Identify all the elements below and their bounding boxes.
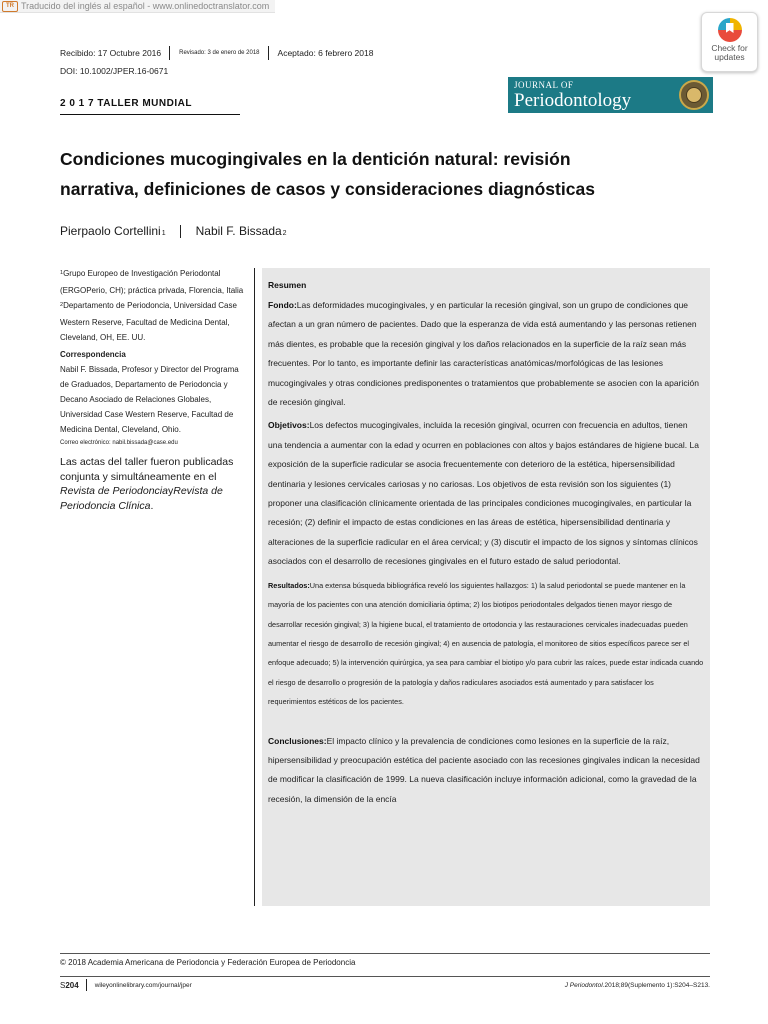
affiliation-number: 2	[60, 302, 64, 308]
abstract-section-objectives	[268, 416, 704, 571]
check-updates-line2: updates	[714, 52, 745, 62]
correspondence-heading: Correspondencia	[60, 350, 126, 359]
correspondence-email[interactable]: Correo electrónico: nabil.bissada@case.edu	[60, 440, 178, 446]
affiliation	[60, 298, 244, 345]
author-name[interactable]: Nabil F. Bissada	[195, 224, 282, 238]
page-footer	[60, 979, 710, 991]
doi[interactable]: DOI: 10.1002/JPER.16-0671	[60, 66, 169, 76]
copyright-notice: © 2018 Academia Americana de Periodoncia y Federación Europea de Periodoncia	[60, 958, 356, 967]
correspondence-text: Nabil F. Bissada, Profesor y Director del Programa de Graduados, Departamento de Periodoncia y Decano Asociado de Relaciones Globales, Universidad Case Western Reserve, Facultad de Medicina Dental, Cleveland, Ohio.	[60, 365, 239, 434]
abstract-section-results	[268, 576, 704, 712]
journal-url[interactable]: wileyonlinelibrary.com/journal/jper	[94, 981, 192, 989]
column-divider	[254, 268, 255, 906]
author-name[interactable]: Pierpaolo Cortellini	[60, 224, 161, 238]
abstract-label: Fondo:	[268, 300, 297, 310]
meta-divider	[169, 46, 170, 60]
check-updates-line1: Check for	[711, 43, 748, 53]
revised-date: Revisado: 3 de enero de 2018	[179, 50, 260, 56]
abstract-label: Conclusiones:	[268, 735, 327, 746]
abstract-text: Una extensa búsqueda bibliográfica reveló los siguientes hallazgos: 1) la salud periodontal se puede mantener en la mayoría de los pacientes con una atención domiciliaria óptima; 2) los biotipos periodontales delgados tienen mayor riesgo de desarrollar recesión gingival; 3) la higiene bucal, el tratamiento de ortodoncia y las restauraciones cervicales inadecuadas pueden aumentar el riesgo de desarrollo de recesión gingival; 4) en ausencia de patología, el monitoreo de sitios específicos parece ser el enfoque adecuado; 5) la intervención quirúrgica, ya sea para cambiar el biotipo y/o para cubrir las raíces, puede estar indicada cuando el riesgo de desarrollo o progresión de la patología y daños radiculares asociados está aumentado y para satisfacer los requerimientos estéticos de los pacientes.	[268, 580, 704, 707]
article-dates	[60, 46, 381, 60]
abstract-label: Objetivos:	[268, 420, 310, 431]
accepted-date: Aceptado: 6 febrero 2018	[277, 48, 374, 58]
proceedings-end: .	[150, 499, 154, 512]
page-number: S204	[60, 980, 79, 990]
citation	[565, 982, 710, 989]
abstract-heading: Resumen	[268, 280, 307, 290]
citation-details: 2018;89(Suplemento 1):S204–S213.	[604, 981, 710, 989]
translator-logo-icon: TR	[2, 1, 18, 12]
proceedings-note	[60, 455, 244, 513]
check-for-updates-button[interactable]	[701, 12, 758, 72]
proceedings-text: Las actas del taller fueron publicadas conjunta y simultáneamente en el	[60, 456, 234, 483]
affiliation-number: 1	[60, 270, 64, 276]
aap-seal-icon	[679, 80, 709, 110]
translator-banner[interactable]	[0, 0, 275, 13]
affiliation-text: Grupo Europeo de Investigación Periodontal (ERGOPerio, CH); práctica privada, Florencia, Italia	[60, 269, 244, 295]
affiliation-text: Departamento de Periodoncia, Universidad Case Western Reserve, Facultad de Medicina Dental, Cleveland, OH, EE. UU.	[60, 301, 237, 342]
footer-rule	[60, 976, 710, 977]
translator-banner-text[interactable]: Traducido del inglés al español - www.onlinedoctranslator.com	[21, 1, 270, 11]
affiliation	[60, 266, 244, 298]
author-list	[60, 224, 287, 238]
journal-logo	[508, 77, 713, 113]
abstract-section-conclusions	[268, 732, 704, 810]
author-affiliation-number: 2	[282, 229, 287, 237]
proceedings-journal: Revista de Periodoncia	[60, 485, 168, 497]
abstract-box	[262, 268, 710, 906]
proceedings-journal: Revista de Periodoncia Clínica	[60, 485, 223, 512]
article-title: Condiciones mucogingivales en la dentición natural: revisión narrativa, definiciones de casos y consideraciones diagnósticas	[60, 149, 595, 199]
journal-logo-line1: JOURNAL OF	[514, 79, 574, 90]
abstract-text: Las deformidades mucogingivales, y en particular la recesión gingival, son un grupo de condiciones que afectan a un gran número de pacientes. Dado que la esperanza de vida está aumentando y las personas retienen más dientes, es probable que la recesión gingival y los daños relacionados en la superficie de la raíz sean más frecuentes. Por lo tanto, es importante definir las características anatómicas/morfológicas de las lesiones mucogingivales y otras condiciones predisponentes o tratamientos que probablemente se asocien con la aparición de recesión gingival.	[268, 300, 699, 408]
footer-rule	[60, 953, 710, 954]
author-info-column	[60, 266, 244, 513]
journal-logo-line2: Periodontology	[514, 89, 632, 111]
abstract-text: El impacto clínico y la prevalencia de condiciones como lesiones en la superficie de la raíz, hipersensibilidad y preocupación estética del paciente asociado con las recesiones gingivales indican la necesidad de modificar la clasificación de 1999. La nueva clasificación incluye información adicional, como la gravedad de la recesión, la dimensión de la encía	[268, 735, 700, 804]
meta-divider	[268, 46, 269, 60]
author-divider	[180, 225, 181, 238]
proceedings-connector: y	[167, 485, 174, 497]
abstract-label: Resultados:	[268, 580, 310, 590]
footer-divider	[86, 979, 87, 991]
citation-journal: J Periodontol.	[564, 981, 605, 989]
abstract-section-background	[268, 296, 704, 412]
received-date: Recibido: 17 Octubre 2016	[60, 48, 162, 58]
section-heading: 2 0 1 7 TALLER MUNDIAL	[60, 98, 240, 115]
abstract-text: Los defectos mucogingivales, incluida la recesión gingival, ocurren con frecuencia en adultos, tienen una tendencia a aumentar con la edad y ocurren en poblaciones con altos y bajos estándares de higiene bucal. La exposición de la superficie radicular se asocia frecuentemente con deterioro de la estética, hipersensibilidad dentinaria y lesiones cervicales cariosas y no cariosas. Los objetivos de esta revisión son los siguientes (1) proponer una clasificación clínicamente orientada de las principales condiciones mucogingivales, en particular la recesión; (2) definir el impacto de estas condiciones en las áreas de estética, hipersensibilidad dentinaria y alteraciones de la superficie radicular en el área cervical; y (3) discutir el impacto de los signos y síntomas clínicos asociados con el desarrollo de recesiones gingivales en el futuro estado de salud periodontal.	[268, 420, 699, 567]
author-affiliation-number: 1	[161, 229, 166, 237]
bookmark-icon	[718, 18, 742, 42]
